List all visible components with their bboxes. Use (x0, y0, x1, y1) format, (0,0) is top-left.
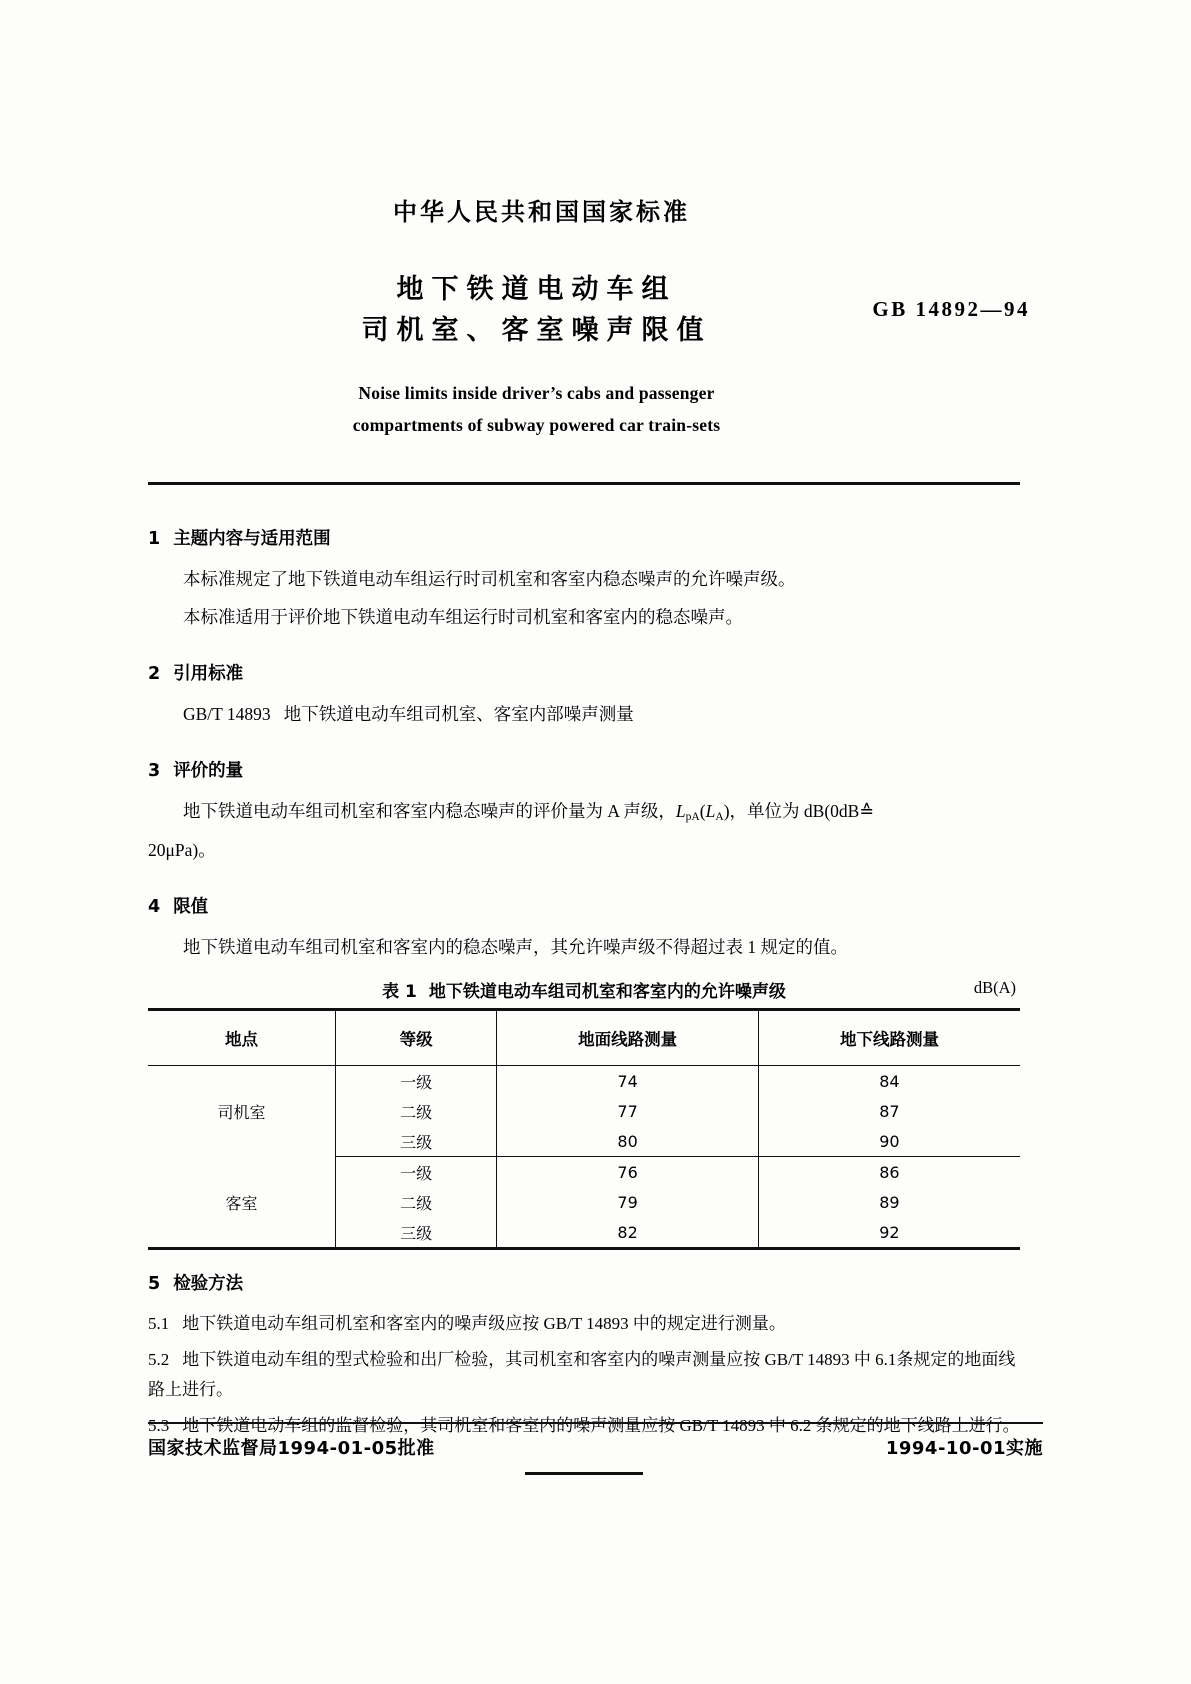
table-cell-grade: 二级 (335, 1187, 496, 1217)
reference-code: GB/T 14893 (183, 704, 271, 725)
section-1-paragraph-2: 本标准适用于评价地下铁道电动车组运行时司机室和客室内的稳态噪声。 (183, 606, 743, 627)
section-number-1: 1 (148, 528, 161, 549)
section-1-paragraph-1: 本标准规定了地下铁道电动车组运行时司机室和客室内稳态噪声的允许噪声级。 (183, 568, 796, 589)
section-title-3: 评价的量 (173, 761, 244, 782)
noise-limits-table (148, 1008, 1020, 1250)
section-number-4: 4 (148, 897, 161, 918)
section-number-5: 5 (148, 1274, 161, 1295)
table-cell-surface: 82 (497, 1217, 759, 1249)
table-caption-number: 表 1 (382, 982, 417, 1003)
clause-5-2 (148, 1345, 1020, 1406)
table-row (148, 1066, 1020, 1097)
table-cell-location-passenger: 客室 (225, 1193, 258, 1213)
table-body (148, 1066, 1020, 1249)
table-cell-grade: 一级 (335, 1066, 496, 1097)
section-heading-5 (148, 1270, 1020, 1295)
section-3-paragraph-1-cont: 20μPa)。 (148, 840, 216, 860)
table-cell-surface: 80 (497, 1126, 759, 1157)
reference-title: 地下铁道电动车组司机室、客室内部噪声测量 (283, 704, 634, 725)
s3-symbol-la-sub: A (715, 811, 724, 824)
s3-symbol-la: L (705, 801, 716, 822)
standard-number: GB 14892—94 (872, 297, 1030, 321)
table-cell-grade: 一级 (335, 1157, 496, 1188)
table-row (148, 1157, 1020, 1188)
table-header-surface-line: 地面线路测量 (497, 1010, 759, 1066)
table-cell-underground: 86 (758, 1157, 1020, 1188)
title-line-1: 地下铁道电动车组 (396, 274, 677, 305)
footer-row (148, 1434, 1043, 1460)
document-header (148, 0, 1030, 442)
section-title-4: 限值 (173, 897, 209, 918)
section-heading-1 (148, 525, 1020, 550)
section-4-paragraph-1: 地下铁道电动车组司机室和客室内的稳态噪声，其允许噪声级不得超过表 1 规定的值。 (183, 937, 848, 958)
s3-symbol-lpa: L (675, 801, 686, 822)
section-number-2: 2 (148, 664, 161, 685)
table-cell-surface: 74 (497, 1066, 759, 1097)
s3-symbol-lpa-sub: pA (685, 811, 700, 824)
clause-5-2-number: 5.2 (148, 1349, 170, 1369)
document-body (148, 525, 1020, 1475)
section-title-2: 引用标准 (173, 664, 244, 685)
s3-text-a: 地下铁道电动车组司机室和客室内稳态噪声的评价量为 A 声级， (183, 801, 676, 822)
table-header-row (148, 1010, 1020, 1066)
section-title-1: 主题内容与适用范围 (173, 528, 331, 549)
end-of-text-rule (525, 1472, 643, 1475)
section-title-5: 检验方法 (173, 1274, 244, 1295)
title-line-2: 司机室、客室噪声限值 (361, 315, 712, 347)
table-cell-underground: 87 (758, 1096, 1020, 1126)
clause-5-3-text: 地下铁道电动车组的监督检验，其司机室和客室内的噪声测量应按 GB/T 14893 中 6.2 条规定的地下线路上进行。 (182, 1416, 1020, 1436)
section-2-reference (148, 699, 1020, 730)
table-cell-grade: 三级 (335, 1217, 496, 1249)
title-en-line-1: Noise limits inside driver’s cabs and passenger (358, 383, 715, 404)
footer-approval: 国家技术监督局1994-01-05批准 (148, 1438, 435, 1459)
table-cell-grade: 三级 (335, 1126, 496, 1157)
table-cell-grade: 二级 (335, 1096, 496, 1126)
section-number-3: 3 (148, 761, 161, 782)
table-cell-underground: 90 (758, 1126, 1020, 1157)
footer-implementation: 1994-10-01实施 (885, 1438, 1043, 1459)
clause-5-1-number: 5.1 (148, 1314, 170, 1334)
table-cell-surface: 79 (497, 1187, 759, 1217)
header-divider (148, 482, 1020, 485)
national-standard-label: 中华人民共和国国家标准 (393, 198, 690, 226)
section-heading-4 (148, 893, 1020, 918)
footer-divider (148, 1422, 1043, 1424)
table-cell-surface: 77 (497, 1096, 759, 1126)
table-header-location: 地点 (148, 1010, 335, 1066)
table-cell-underground: 92 (758, 1217, 1020, 1249)
document-title-english (53, 377, 1020, 442)
page-footer (148, 1422, 1043, 1460)
table-cell-underground: 89 (758, 1187, 1020, 1217)
table-caption (148, 977, 1020, 1002)
clause-5-1-text: 地下铁道电动车组司机室和客室内的噪声级应按 GB/T 14893 中的规定进行测量。 (182, 1314, 786, 1334)
clause-5-2-text: 地下铁道电动车组的型式检验和出厂检验，其司机室和客室内的噪声测量应按 GB/T 14893 中 6.1条规定的地面线路上进行。 (148, 1349, 1016, 1400)
table-header-row-group (148, 1010, 1020, 1066)
title-block (148, 269, 1030, 351)
table-cell-location-cab: 司机室 (217, 1103, 266, 1123)
table-unit-label: dB(A) (973, 978, 1016, 998)
section-heading-2 (148, 660, 1020, 685)
table-cell-surface: 76 (497, 1157, 759, 1188)
section-heading-3 (148, 757, 1020, 782)
clause-5-3-number: 5.3 (148, 1416, 170, 1436)
table-header-grade: 等级 (335, 1010, 496, 1066)
table-header-underground-line: 地下线路测量 (758, 1010, 1020, 1066)
section-3-paragraph-1: 地下铁道电动车组司机室和客室内稳态噪声的评价量为 A 声级，$L_{pA}(L_A)$，单位为 dB(0dB≙ (183, 801, 874, 824)
s3-text-b: ，单位为 dB(0dB≙ (729, 801, 874, 822)
title-en-line-2: compartments of subway powered car train-sets (352, 415, 721, 436)
clause-5-1 (148, 1309, 1020, 1340)
table-cell-underground: 84 (758, 1066, 1020, 1097)
table-caption-text: 地下铁道电动车组司机室和客室内的允许噪声级 (428, 982, 786, 1003)
